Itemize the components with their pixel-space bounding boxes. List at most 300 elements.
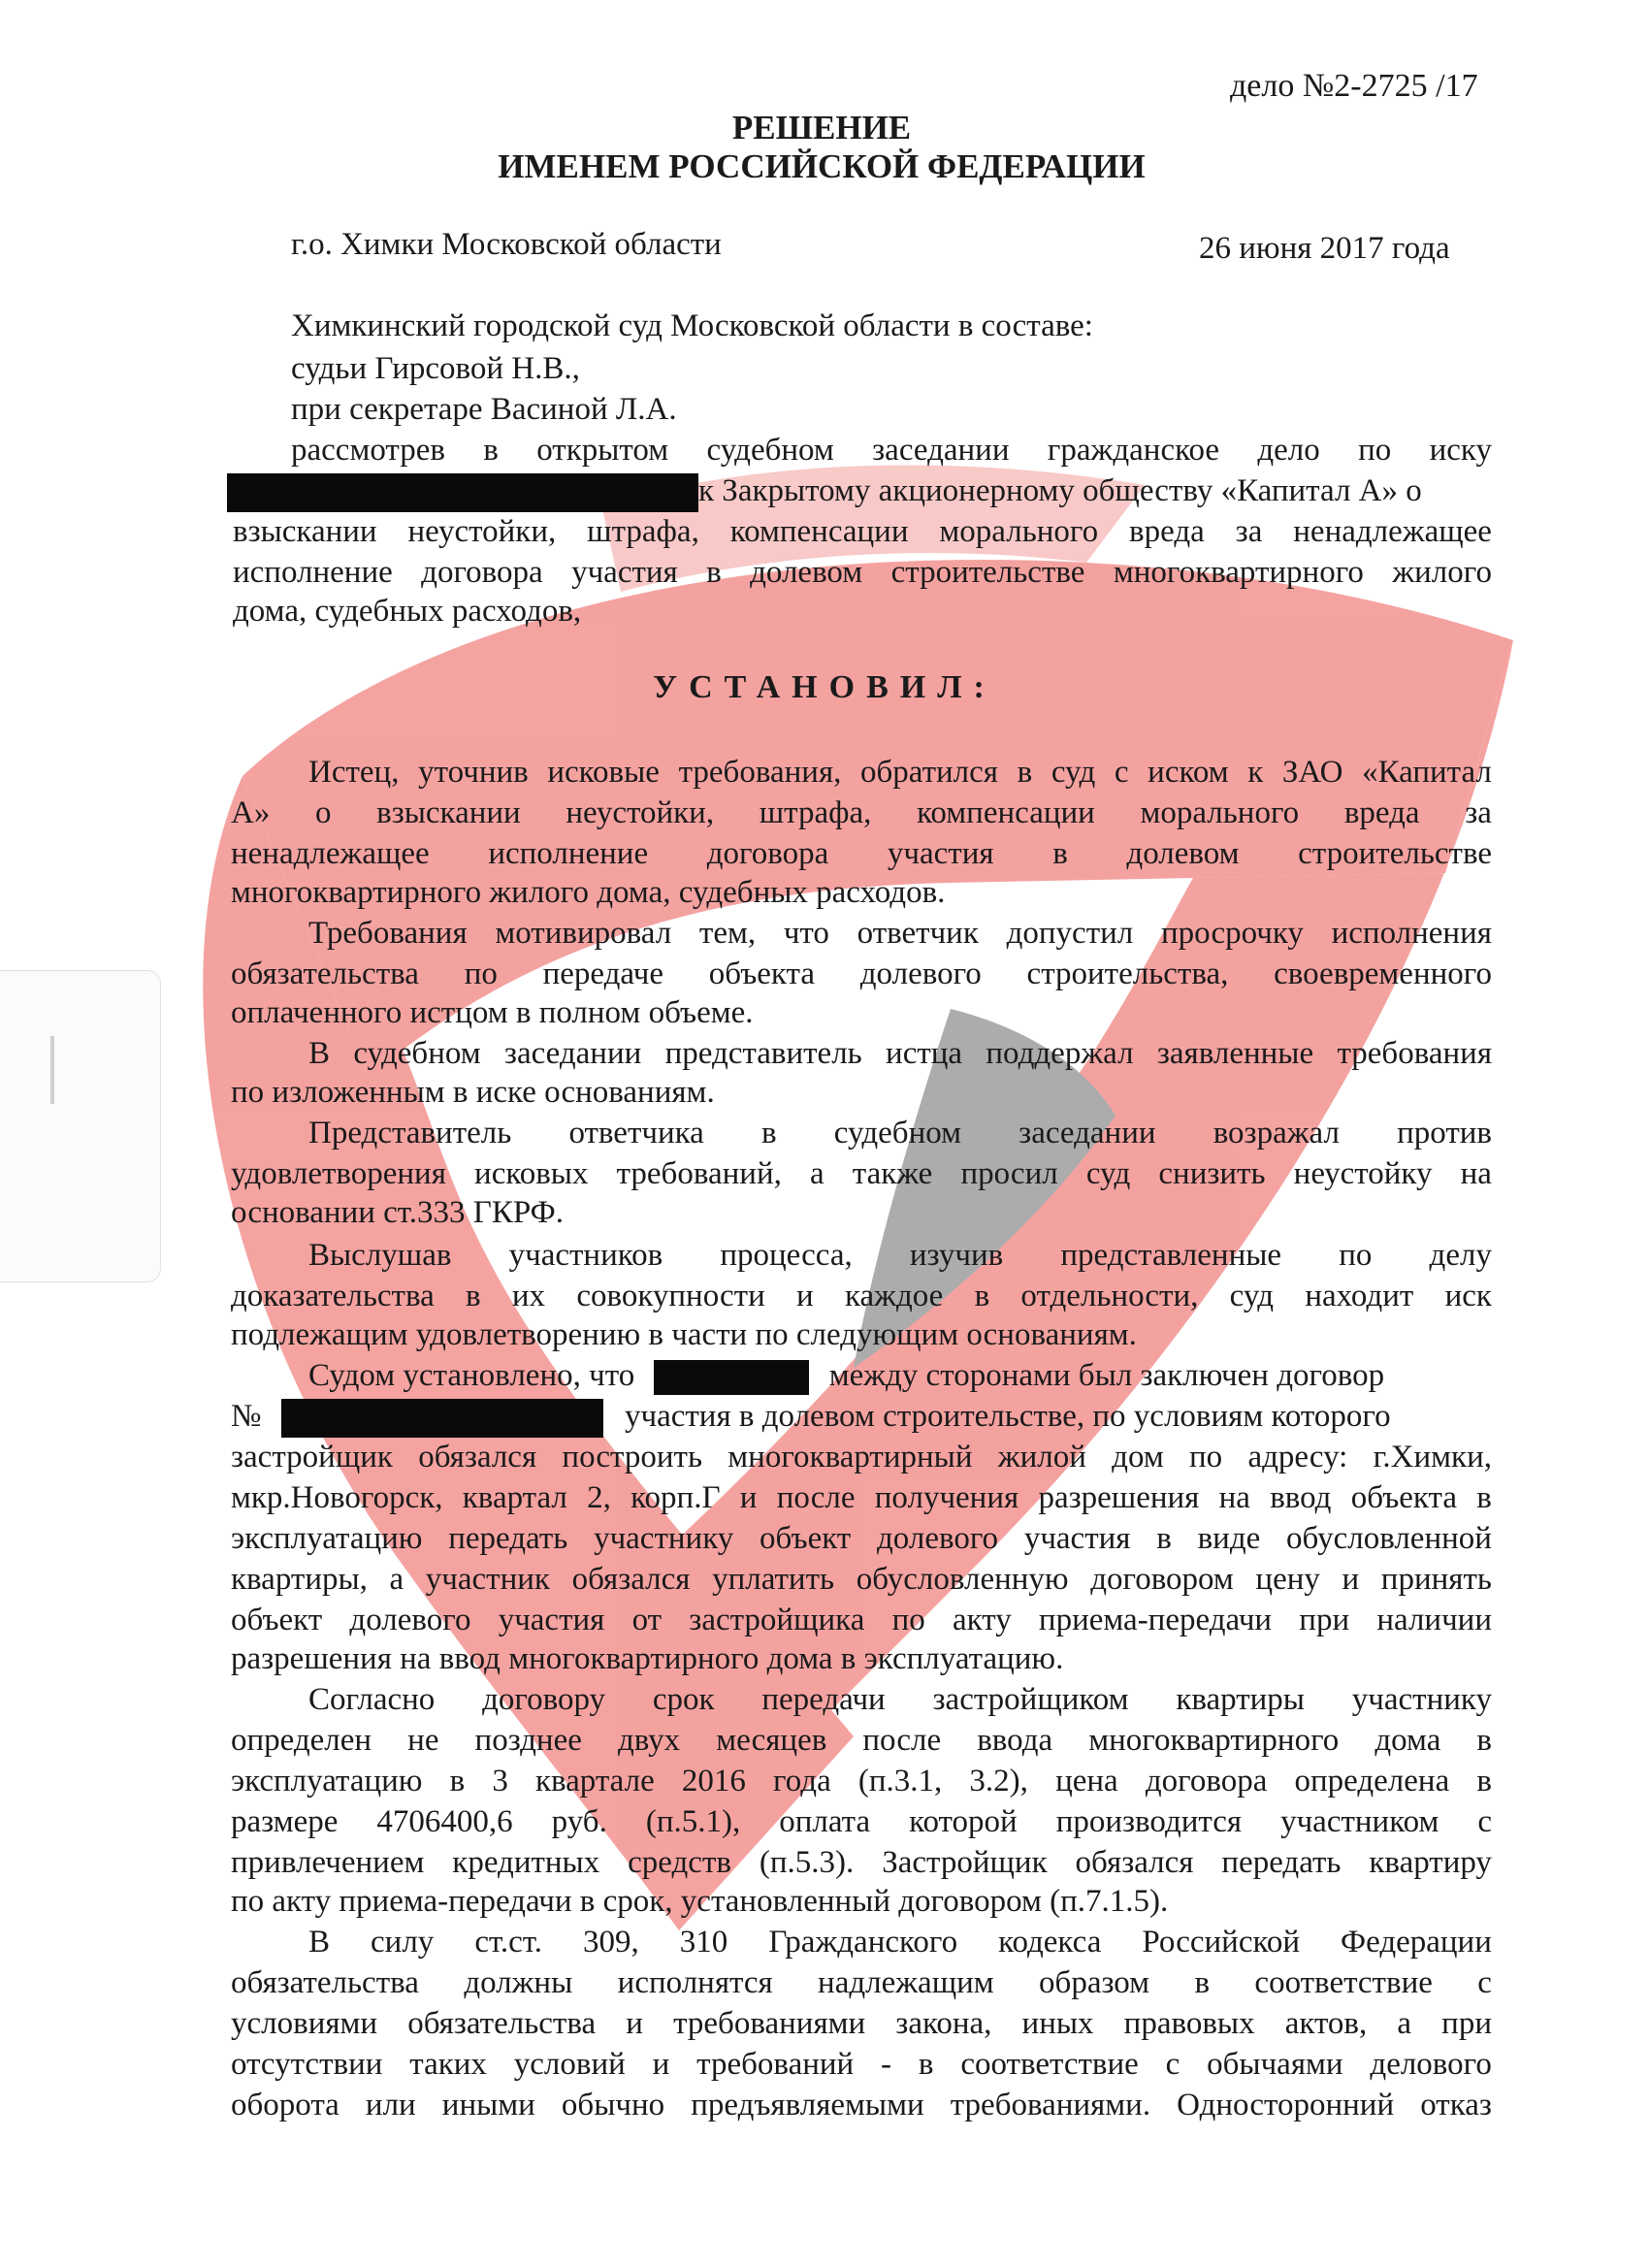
word: средств — [628, 1845, 731, 1880]
word: морального — [939, 514, 1099, 549]
word: обусловленной — [1286, 1521, 1492, 1556]
word: 309, — [583, 1925, 639, 1960]
word: по — [464, 956, 498, 991]
word: и — [626, 2006, 643, 2041]
intro-line-5: дома, судебных расходов, — [233, 594, 582, 629]
word: суд — [1085, 1156, 1131, 1191]
word: обычно — [561, 2088, 665, 2122]
word: оборота — [231, 2088, 340, 2122]
word: от — [631, 1603, 663, 1637]
para-f-line-7 — [231, 1603, 1492, 1638]
redaction-contract-number — [281, 1399, 603, 1438]
word: на — [1218, 1480, 1250, 1515]
word: к — [1247, 755, 1264, 790]
para-b-line-1 — [308, 916, 1492, 952]
word: и — [652, 2047, 670, 2082]
case-number: дело №2-2725 /17 — [1230, 68, 1478, 104]
word: должны — [464, 1965, 573, 2000]
word: не — [407, 1723, 439, 1758]
word: квартал — [462, 1480, 567, 1515]
secretary-line: при секретаре Васиной Л.А. — [291, 392, 677, 427]
word: 2016 — [681, 1764, 746, 1798]
word: передать — [1221, 1845, 1342, 1880]
word: условиями — [231, 2006, 378, 2041]
para-g-line-4 — [231, 1804, 1492, 1840]
word: многоквартирного — [1088, 1723, 1340, 1758]
word: таких — [409, 2047, 487, 2082]
word: актов, — [1284, 2006, 1368, 2041]
word: после — [862, 1723, 942, 1758]
word: разрешения — [1038, 1480, 1200, 1515]
para-f-line-3 — [231, 1440, 1492, 1475]
para-f-line-2: № участия в долевом строительстве, по условиям которого — [231, 1399, 1391, 1438]
word: передачи — [761, 1682, 886, 1717]
para-h-line-2 — [231, 1965, 1492, 2001]
word: эксплуатацию — [231, 1521, 423, 1556]
word: ввод — [1270, 1480, 1332, 1515]
para-h-line-5 — [231, 2088, 1492, 2123]
word: взыскании — [233, 514, 377, 549]
word: долевого — [349, 1603, 471, 1637]
word: в — [1476, 1480, 1492, 1515]
para-e-line-1 — [308, 1238, 1492, 1274]
word: заявленные — [1156, 1036, 1314, 1071]
word: ответчика — [568, 1116, 704, 1150]
word: мкр.Новогорск, — [231, 1480, 443, 1515]
word: неустойки, — [566, 795, 715, 830]
word: вреда — [1129, 514, 1205, 549]
city: г.о. Химки Московской области — [291, 227, 722, 262]
word: принять — [1380, 1562, 1492, 1597]
word: процесса, — [720, 1238, 853, 1273]
word: квартиры, — [231, 1562, 368, 1597]
word: 2, — [587, 1480, 611, 1515]
word: отсутствии — [231, 2047, 383, 2082]
word: с — [1165, 2047, 1180, 2082]
word: (п.5.1), — [645, 1804, 741, 1839]
word: представитель — [664, 1036, 862, 1071]
word: строительстве — [890, 555, 1085, 590]
para-a-line-2 — [231, 795, 1492, 831]
word: корп.Г — [630, 1480, 721, 1515]
word: компенсации — [917, 795, 1095, 830]
word: года — [773, 1764, 831, 1798]
word: каждое — [844, 1279, 944, 1313]
word: приема-передачи — [1038, 1603, 1273, 1637]
word: объекта — [708, 956, 815, 991]
word: В — [308, 1925, 331, 1960]
word: на — [1460, 1156, 1492, 1191]
para-c-line-1 — [308, 1036, 1492, 1072]
word: соответствие — [1254, 1965, 1433, 2000]
word: объекта — [1350, 1480, 1457, 1515]
para-a-line-4: многоквартирного жилого дома, судебных расходов. — [231, 875, 946, 910]
word: размере — [231, 1804, 339, 1839]
word: мотивировал — [495, 916, 672, 951]
word: Истец, — [308, 755, 400, 790]
word: Согласно — [308, 1682, 436, 1717]
word: по — [1339, 1238, 1373, 1273]
word: эксплуатацию — [231, 1764, 423, 1798]
word: образом — [1039, 1965, 1150, 2000]
word: в — [918, 2047, 934, 2082]
word: обратился — [860, 755, 998, 790]
word: производится — [1055, 1804, 1243, 1839]
word: Односторонний — [1177, 2088, 1395, 2122]
para-h-line-3 — [231, 2006, 1492, 2042]
para-d-line-3: основании ст.333 ГКРФ. — [231, 1195, 564, 1230]
intro-line-2: к Закрытому акционерному обществу «Капитал А» о — [227, 473, 1422, 512]
word: участником — [1280, 1804, 1439, 1839]
word: с — [1114, 755, 1129, 790]
word: доказательства — [231, 1279, 435, 1313]
word: в — [974, 1279, 990, 1313]
para-d-line-1 — [308, 1116, 1492, 1151]
word: а — [1397, 2006, 1412, 2041]
word: ответчик — [857, 916, 979, 951]
word: ненадлежащее — [231, 836, 430, 871]
word: объект — [760, 1521, 852, 1556]
word: в — [706, 555, 722, 590]
para-g-line-5 — [231, 1845, 1492, 1881]
word: по — [1189, 1440, 1223, 1474]
word: морального — [1140, 795, 1300, 830]
word: вреда — [1343, 795, 1420, 830]
word: ЗАО — [1281, 755, 1343, 790]
word: и — [739, 1480, 758, 1515]
word: 3.2), — [969, 1764, 1028, 1798]
word: иных — [1021, 2006, 1094, 2041]
word: акту — [952, 1603, 1012, 1637]
word: или — [365, 2088, 416, 2122]
word: многоквартирного — [1113, 555, 1364, 590]
word: отказ — [1420, 2088, 1492, 2122]
word: после — [776, 1480, 856, 1515]
word: ненадлежащее — [1293, 514, 1492, 549]
intro-line-4 — [233, 555, 1492, 591]
word: исполнятся — [617, 1965, 773, 2000]
word: исполнение — [233, 555, 393, 590]
word: суд — [1229, 1279, 1275, 1313]
word: при — [1441, 2006, 1492, 2041]
word: в — [760, 1116, 777, 1150]
word: также — [852, 1156, 933, 1191]
word: участников — [508, 1238, 663, 1273]
word: в — [1194, 1965, 1211, 2000]
word: открытом — [536, 433, 669, 468]
word: уплатить — [712, 1562, 835, 1597]
word: в — [1156, 1521, 1172, 1556]
word: с — [1477, 1965, 1492, 2000]
word: по — [1358, 433, 1392, 468]
word: позднее — [474, 1723, 582, 1758]
word: соответствие — [960, 2047, 1139, 2082]
word: получения — [874, 1480, 1019, 1515]
word: штрафа, — [587, 514, 699, 549]
word: (п.3.1, — [857, 1764, 943, 1798]
para-h-line-1 — [308, 1925, 1492, 1960]
word: требованиями — [673, 2006, 866, 2041]
word: возражал — [1212, 1116, 1340, 1150]
para-f-line-4 — [231, 1480, 1492, 1516]
redaction-date — [654, 1360, 809, 1395]
word: обычаями — [1207, 2047, 1343, 2082]
word: совокупности — [576, 1279, 765, 1313]
word: г.Химки, — [1373, 1440, 1492, 1474]
word: судебном — [353, 1036, 481, 1071]
word: и — [1342, 1562, 1360, 1597]
intro-line-1 — [291, 433, 1492, 469]
word: цену — [1255, 1562, 1320, 1597]
word: требованиями. — [950, 2088, 1151, 2122]
word: поддержал — [986, 1036, 1134, 1071]
word: о — [314, 795, 332, 830]
word: дело — [1257, 433, 1320, 468]
word: условий — [513, 2047, 626, 2082]
word: требований — [696, 2047, 855, 2082]
word: а — [810, 1156, 824, 1191]
word: застройщик — [231, 1440, 393, 1474]
word: договором — [1090, 1562, 1234, 1597]
para-c-line-2: по изложенным в иске основаниям. — [231, 1075, 715, 1110]
word: обязательства — [231, 1965, 419, 2000]
word: дома — [1374, 1723, 1441, 1758]
word: исковые — [547, 755, 660, 790]
word: допустил — [1006, 916, 1134, 951]
word: иском — [1148, 755, 1229, 790]
word: и — [796, 1279, 814, 1313]
word: строительства, — [1026, 956, 1229, 991]
word: наличии — [1376, 1603, 1492, 1637]
word: оплата — [779, 1804, 871, 1839]
established-heading: УСТАНОВИЛ: — [653, 669, 996, 705]
word: жилой — [997, 1440, 1086, 1474]
para-g-line-6: по акту приема-передачи в срок, установленный договором (п.7.1.5). — [231, 1884, 1169, 1919]
word: что — [783, 916, 829, 951]
word: кредитных — [452, 1845, 600, 1880]
word: в — [1476, 1723, 1492, 1758]
word: снизить — [1158, 1156, 1266, 1191]
para-f-line-6 — [231, 1562, 1492, 1598]
para-b-line-3: оплаченного истцом в полном объеме. — [231, 995, 754, 1030]
para-a-line-1 — [308, 755, 1492, 791]
word: рассмотрев — [291, 433, 445, 468]
word: договора — [421, 555, 543, 590]
word: адресу: — [1247, 1440, 1348, 1474]
para-e-line-2 — [231, 1279, 1492, 1314]
word: штрафа, — [759, 795, 872, 830]
word: просил — [960, 1156, 1058, 1191]
word: виде — [1197, 1521, 1261, 1556]
word: многоквартирный — [728, 1440, 973, 1474]
word: требования — [1337, 1036, 1492, 1071]
word: квартале — [534, 1764, 655, 1798]
word: иску — [1429, 433, 1492, 468]
word: долевом — [750, 555, 863, 590]
word: правовых — [1123, 2006, 1255, 2041]
word: Представитель — [308, 1116, 512, 1150]
word: предъявляемыми — [691, 2088, 924, 2122]
word: обязался — [571, 1562, 691, 1597]
word: определена — [1294, 1764, 1450, 1798]
redaction-plaintiff — [227, 473, 698, 512]
word: находит — [1305, 1279, 1414, 1313]
word: Выслушав — [308, 1238, 452, 1273]
word: истца — [886, 1036, 963, 1071]
word: дом — [1112, 1440, 1164, 1474]
word: цена — [1055, 1764, 1118, 1798]
word: - — [881, 2047, 892, 2082]
word: против — [1397, 1116, 1492, 1150]
word: в — [483, 433, 499, 468]
word: с — [1477, 1804, 1492, 1839]
word: отдельности, — [1020, 1279, 1199, 1313]
word: исполнения — [1331, 916, 1492, 951]
word: за — [1235, 514, 1263, 549]
decision-date: 26 июня 2017 года — [1199, 231, 1450, 266]
word: участия — [498, 1603, 605, 1637]
word: долевом — [1126, 836, 1240, 871]
word: иск — [1444, 1279, 1492, 1313]
word: просрочку — [1160, 916, 1304, 951]
word: в — [1052, 836, 1068, 871]
para-d-line-2 — [231, 1156, 1492, 1192]
word: передать — [448, 1521, 568, 1556]
para-g-line-1 — [308, 1682, 1492, 1718]
word: судебном — [833, 1116, 962, 1150]
word: по — [891, 1603, 925, 1637]
word: своевременного — [1274, 956, 1492, 991]
word: (п.5.3). — [759, 1845, 855, 1880]
word: гражданское — [1047, 433, 1219, 468]
word: договора — [706, 836, 829, 871]
word: их — [511, 1279, 546, 1313]
para-g-line-2 — [231, 1723, 1492, 1759]
word: договора — [1145, 1764, 1268, 1798]
word: участнику — [594, 1521, 734, 1556]
word: застройщиком — [932, 1682, 1129, 1717]
word: неустойки, — [407, 514, 557, 549]
word: руб. — [551, 1804, 607, 1839]
word: участия — [1023, 1521, 1131, 1556]
word: за — [1465, 795, 1492, 830]
word: представленные — [1060, 1238, 1282, 1273]
word: месяцев — [716, 1723, 827, 1758]
word: неустойку — [1293, 1156, 1433, 1191]
word: Гражданского — [768, 1925, 958, 1960]
word: участия — [571, 555, 678, 590]
word: 3 — [492, 1764, 508, 1798]
word: при — [1299, 1603, 1350, 1637]
word: участнику — [1351, 1682, 1492, 1717]
word: заседании — [872, 433, 1010, 468]
word: уточнив — [418, 755, 529, 790]
word: Застройщик — [882, 1845, 1048, 1880]
word: делу — [1429, 1238, 1492, 1273]
word: «Капитал — [1362, 755, 1492, 790]
word: в — [466, 1279, 481, 1313]
para-h-line-4 — [231, 2047, 1492, 2083]
word: Требования — [308, 916, 468, 951]
word: исковых — [474, 1156, 589, 1191]
word: долевого — [877, 1521, 999, 1556]
word: ввода — [977, 1723, 1053, 1758]
word: участник — [425, 1562, 550, 1597]
word: суд — [1051, 755, 1096, 790]
para-e-line-3: подлежащим удовлетворению в части по следующим основаниям. — [231, 1317, 1137, 1352]
word: обязался — [418, 1440, 537, 1474]
word: обязательства — [231, 956, 419, 991]
word: в — [1017, 755, 1033, 790]
word: двух — [617, 1723, 681, 1758]
word: А» — [231, 795, 271, 830]
document-title: РЕШЕНИЕ — [731, 109, 912, 146]
court-line: Химкинский городской суд Московской области в составе: — [291, 308, 1093, 343]
word: тем, — [698, 916, 757, 951]
word: обязательства — [407, 2006, 597, 2041]
word: заседании — [1018, 1116, 1156, 1150]
word: требования, — [678, 755, 842, 790]
word: Российской — [1142, 1925, 1301, 1960]
word: заседании — [503, 1036, 642, 1071]
para-a-line-3 — [231, 836, 1492, 872]
para-b-line-2 — [231, 956, 1492, 992]
word: в — [1476, 1764, 1492, 1798]
word: которой — [909, 1804, 1018, 1839]
word: надлежащим — [818, 1965, 994, 2000]
word: обязался — [1075, 1845, 1194, 1880]
word: 310 — [679, 1925, 728, 1960]
word: квартиру — [1369, 1845, 1492, 1880]
word: силу — [371, 1925, 435, 1960]
word: 4706400,6 — [376, 1804, 513, 1839]
word: строительстве — [1298, 836, 1492, 871]
para-f-line-5 — [231, 1521, 1492, 1557]
intro-line-3 — [233, 514, 1492, 550]
word: построить — [562, 1440, 702, 1474]
word: требований, — [616, 1156, 782, 1191]
para-f-line-1: Судом установлено, что между сторонами был заключен договор — [308, 1358, 1384, 1395]
word: взыскании — [376, 795, 521, 830]
word: долевого — [859, 956, 982, 991]
word: В — [308, 1036, 331, 1071]
word: а — [389, 1562, 404, 1597]
word: удовлетворения — [231, 1156, 446, 1191]
word: обусловленную — [856, 1562, 1069, 1597]
word: ст.ст. — [474, 1925, 543, 1960]
word: кодекса — [998, 1925, 1102, 1960]
word: в — [449, 1764, 466, 1798]
word: компенсации — [729, 514, 909, 549]
word: жилого — [1392, 555, 1492, 590]
judge-line: судьи Гирсовой Н.В., — [291, 351, 580, 386]
word: объект — [231, 1603, 323, 1637]
word: застройщика — [689, 1603, 865, 1637]
document-subtitle: ИМЕНЕМ РОССИЙСКОЙ ФЕДЕРАЦИИ — [498, 147, 1146, 185]
word: квартиры — [1176, 1682, 1305, 1717]
word: закона, — [895, 2006, 992, 2041]
word: договору — [482, 1682, 606, 1717]
word: участия — [887, 836, 994, 871]
word: судебном — [706, 433, 834, 468]
para-f-line-8: разрешения на ввод многоквартирного дома в эксплуатацию. — [231, 1641, 1064, 1676]
word: иными — [441, 2088, 535, 2122]
word: определен — [231, 1723, 372, 1758]
word: привлечением — [231, 1845, 425, 1880]
para-g-line-3 — [231, 1764, 1492, 1799]
word: передаче — [542, 956, 663, 991]
word: срок — [652, 1682, 715, 1717]
